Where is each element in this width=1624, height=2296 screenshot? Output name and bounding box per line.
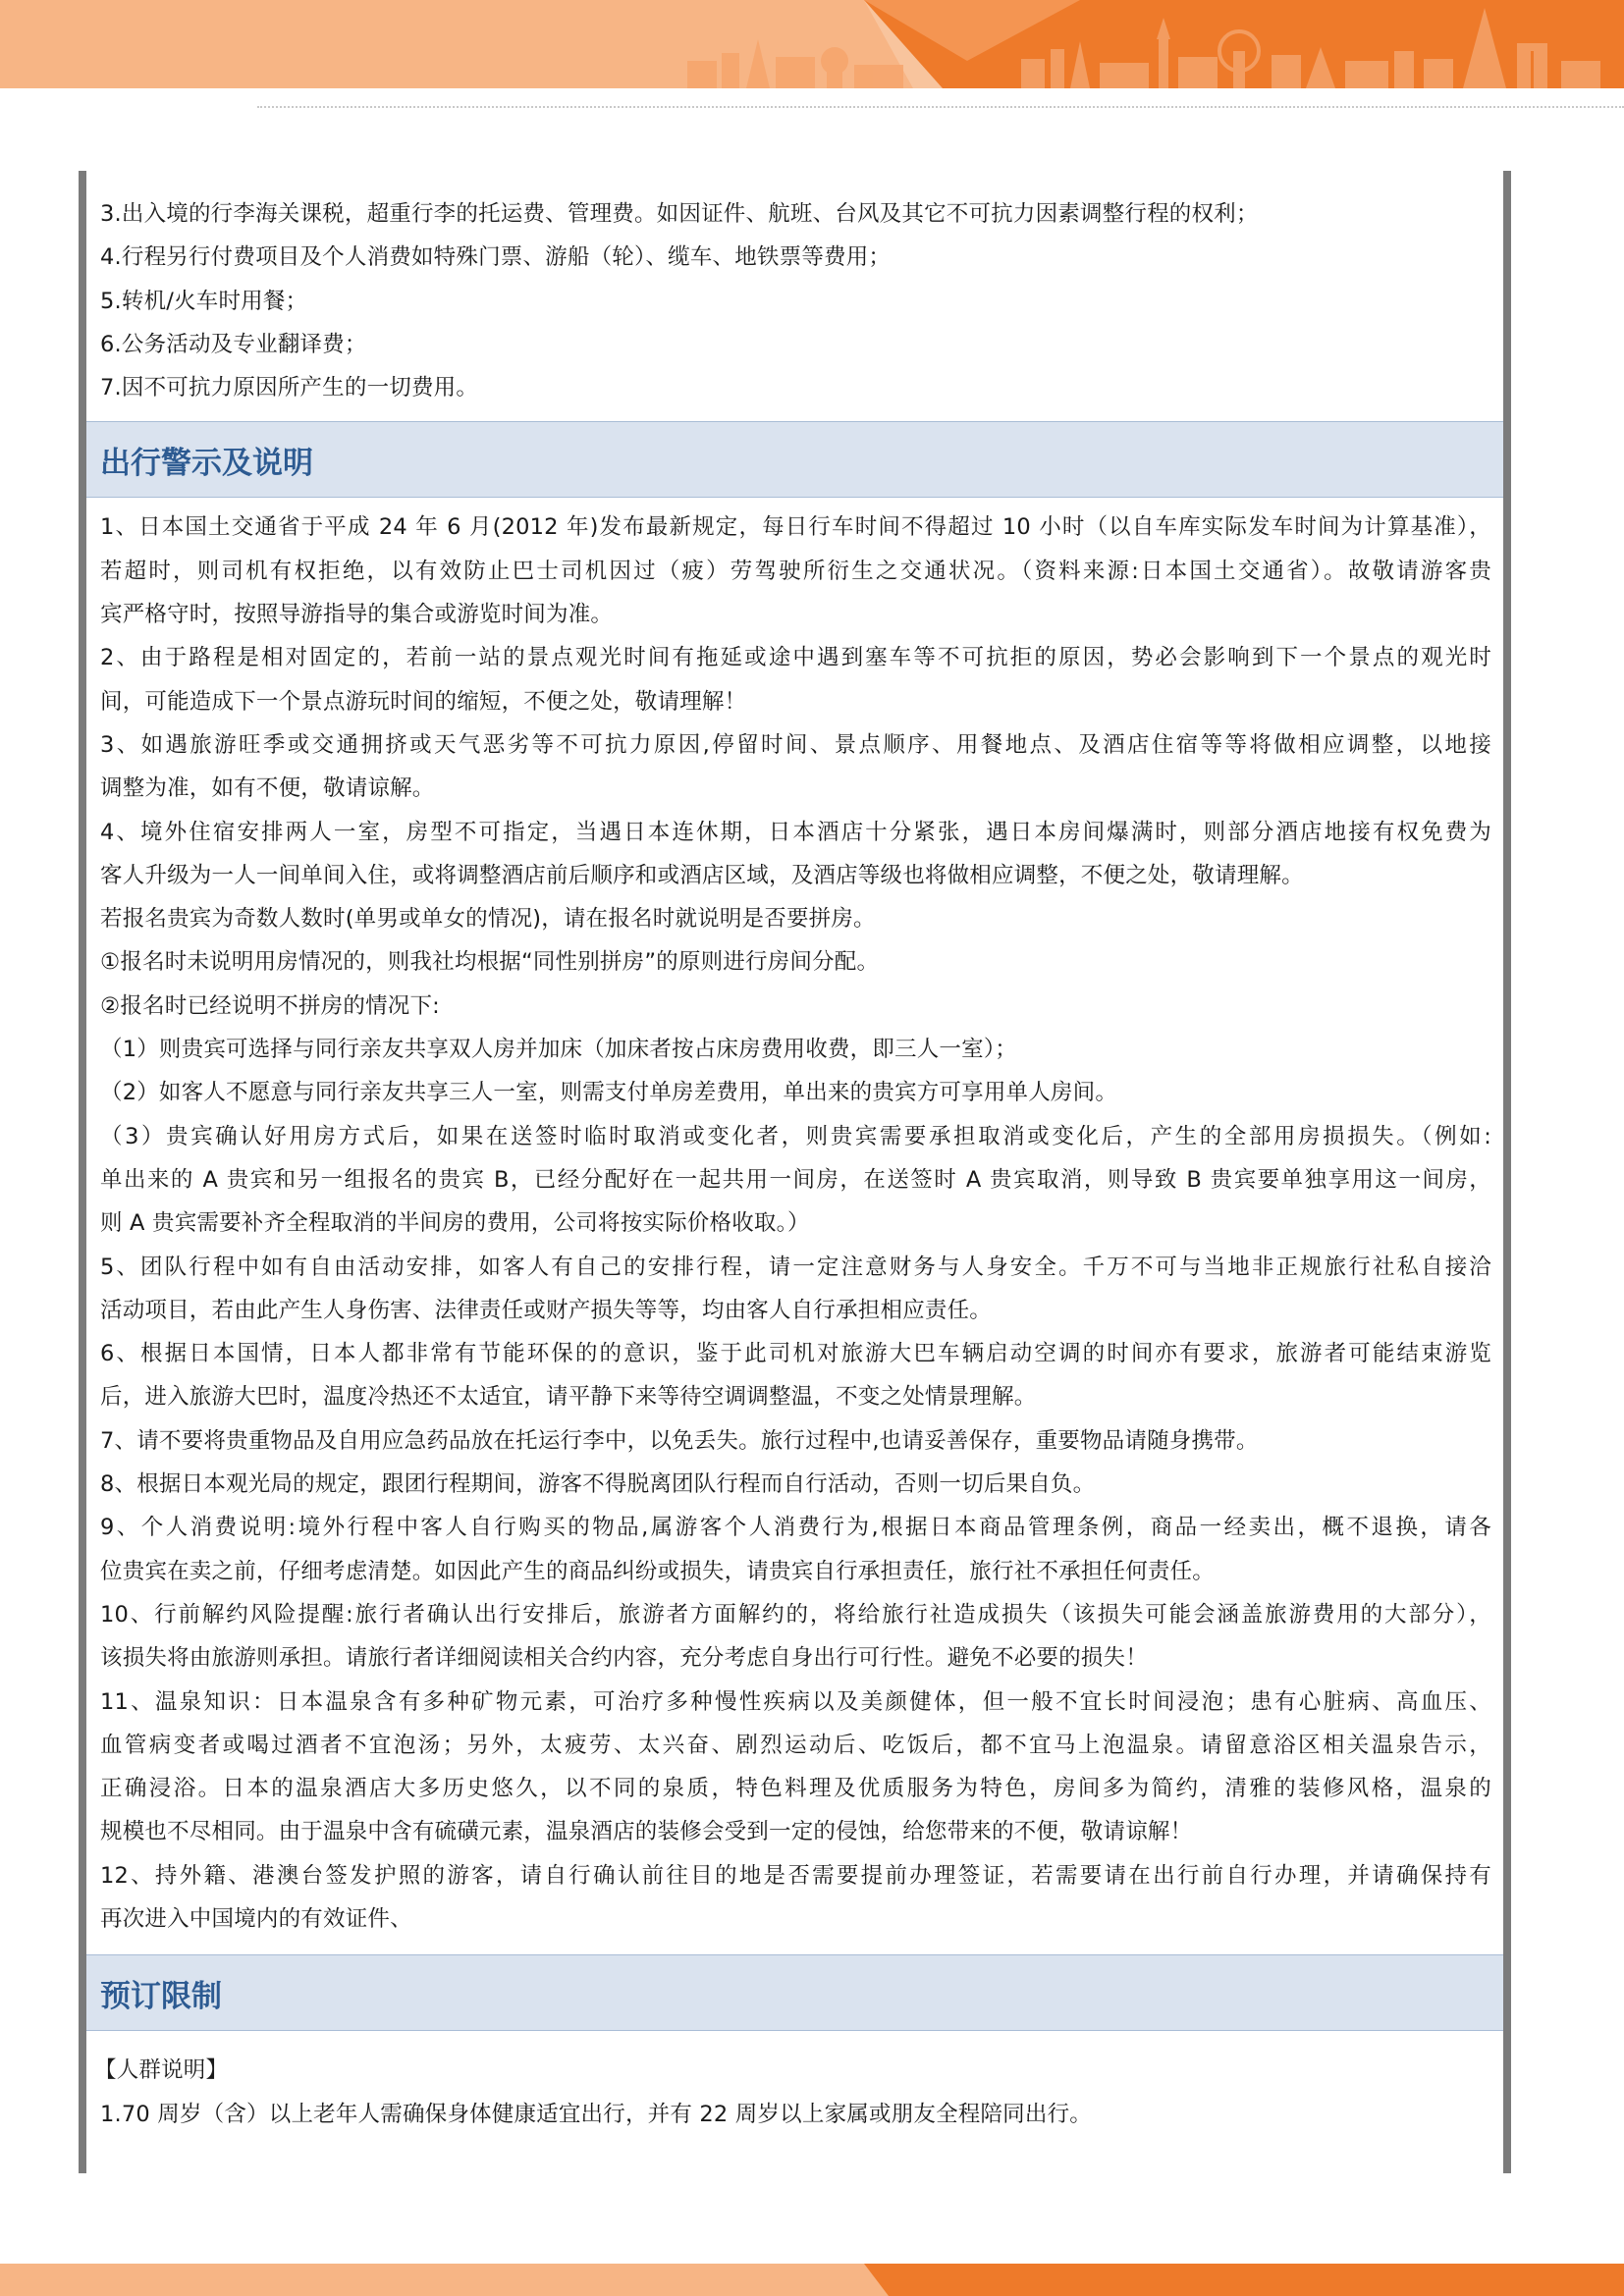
warning-line: （1）则贵宾可选择与同行亲友共享双人房并加床（加床者按占床房费用收费，即三人一室）；	[100, 1037, 1017, 1063]
warning-line: 8、根据日本观光局的规定，跟团行程期间，游客不得脱离团队行程而自行活动，否则一切后果自负。	[100, 1471, 1096, 1498]
bottom-banner	[0, 2264, 1624, 2296]
warning-line: 10、行前解约风险提醒:旅行者确认出行安排后，旅游者方面解约的，将给旅行社造成损失（该损失可能会涵盖旅游费用的大部分），	[100, 1601, 1491, 1628]
warning-line: 后，进入旅游大巴时，温度冷热还不太适宜，请平静下来等待空调调整温，不变之处情景理解。	[100, 1384, 1037, 1411]
warning-line: 7、请不要将贵重物品及自用应急药品放在托运行李中，以免丢失。旅行过程中,也请妥善保存，重要物品请随身携带。	[100, 1427, 1259, 1454]
warning-line: 则 A 贵宾需要补齐全程取消的半间房的费用，公司将按实际价格收取。）	[100, 1210, 810, 1237]
warning-line: 血管病变者或喝过酒者不宜泡汤；另外，太疲劳、太兴奋、剧烈运动后、吃饭后，都不宜马上泡温泉。请留意浴区相关温泉告示，	[100, 1732, 1491, 1758]
warning-line: 正确浸浴。日本的温泉酒店大多历史悠久，以不同的泉质，特色料理及优质服务为特色，房间多为简约，清雅的装修风格，温泉的	[100, 1776, 1491, 1802]
warning-line: 单出来的 A 贵宾和另一组报名的贵宾 B，已经分配好在一起共用一间房，在送签时 A 贵宾取消，则导致 B 贵宾要单独享用这一间房，	[100, 1166, 1491, 1193]
footer-stripe-graphic	[0, 2264, 1624, 2296]
booking-section-header	[86, 1954, 1503, 2031]
warning-line: ②报名时已经说明不拼房的情况下:	[100, 992, 440, 1019]
warning-line: 规模也不尽相同。由于温泉中含有硫磺元素，温泉酒店的装修会受到一定的侵蚀，给您带来的不便，敬请谅解！	[100, 1819, 1193, 1845]
warning-line: 该损失将由旅游则承担。请旅行者详细阅读相关合约内容，充分考虑自身出行可行性。避免不必要的损失！	[100, 1645, 1148, 1672]
warning-line: 11、温泉知识：日本温泉含有多种矿物元素，可治疗多种慢性疾病以及美颜健体，但一般不宜长时间浸泡；患有心脏病、高血压、	[100, 1688, 1491, 1715]
warning-line: 调整为准，如有不便，敬请谅解。	[100, 775, 435, 802]
fees-line: 3.出入境的行李海关课税，超重行李的托运费、管理费。如因证件、航班、台风及其它不可抗力因素调整行程的权利；	[100, 201, 1259, 227]
warning-line: 若报名贵宾为奇数人数时(单男或单女的情况)，请在报名时就说明是否要拼房。	[100, 906, 876, 933]
warnings-list	[86, 498, 1503, 1941]
fees-line: 6.公务活动及专业翻译费；	[100, 331, 367, 357]
header-dotted-rule	[257, 106, 1624, 108]
warning-line: 5、团队行程中如有自由活动安排，如客人有自己的安排行程，请一定注意财务与人身安全。千万不可与当地非正规旅行社私自接洽	[100, 1254, 1491, 1280]
fees-line: 5.转机/火车时用餐；	[100, 288, 308, 314]
warnings-section-title: 出行警示及说明	[100, 445, 313, 481]
warning-line: （2）如客人不愿意与同行亲友共享三人一室，则需支付单房差费用，单出来的贵宾方可享用单人房间。	[100, 1080, 1118, 1106]
warning-line: 宾严格守时，按照导游指导的集合或游览时间为准。	[100, 602, 614, 628]
warning-line: 若超时，则司机有权拒绝，以有效防止巴士司机因过（疲）劳驾驶所衍生之交通状况。（资料来源:日本国土交通省）。故敬请游客贵	[100, 558, 1491, 584]
warning-line: 客人升级为一人一间单间入住，或将调整酒店前后顺序和或酒店区域，及酒店等级也将做相应调整，不便之处，敬请理解。	[100, 862, 1304, 888]
warning-line: 12、持外籍、港澳台签发护照的游客，请自行确认前往目的地是否需要提前办理签证，若需要请在出行前自行办理，并请确保持有	[100, 1862, 1491, 1889]
warning-line: （3）贵宾确认好用房方式后，如果在送签时临时取消或变化者，则贵宾需要承担取消或变化后，产生的全部用房损损失。（例如:	[100, 1123, 1491, 1149]
warning-line: 2、由于路程是相对固定的，若前一站的景点观光时间有拖延或途中遇到塞车等不可抗拒的原因，势必会影响到下一个景点的观光时	[100, 645, 1491, 671]
warnings-section-header	[86, 421, 1503, 498]
fees-line: 7.因不可抗力原因所产生的一切费用。	[100, 375, 479, 401]
booking-section-title: 预订限制	[100, 1978, 222, 2014]
top-banner	[0, 0, 1624, 88]
warning-line: 再次进入中国境内的有效证件、	[100, 1905, 412, 1932]
warning-line: 9、个人消费说明:境外行程中客人自行购买的物品,属游客个人消费行为,根据日本商品管理条例，商品一经卖出，概不退换，请各	[100, 1515, 1491, 1541]
content-inner	[86, 171, 1503, 2136]
warning-line: ①报名时未说明用房情况的，则我社均根据“同性别拼房”的原则进行房间分配。	[100, 949, 880, 976]
warning-line: 4、境外住宿安排两人一室，房型不可指定，当遇日本连休期，日本酒店十分紧张，遇日本房间爆满时，则部分酒店地接有权免费为	[100, 819, 1491, 845]
warning-line: 位贵宾在卖之前，仔细考虑清楚。如因此产生的商品纠纷或损失，请贵宾自行承担责任，旅行社不承担任何责任。	[100, 1558, 1216, 1584]
warning-line: 6、根据日本国情，日本人都非常有节能环保的的意识，鉴于此司机对旅游大巴车辆启动空调的时间亦有要求，旅游者可能结束游览	[100, 1341, 1491, 1367]
booking-line: 【人群说明】	[94, 2057, 229, 2084]
warning-line: 1、日本国土交通省于平成 24 年 6 月(2012 年)发布最新规定，每日行车时间不得超过 10 小时（以自车库实际发车时间为计算基准），	[100, 514, 1491, 541]
fees-excluded-list	[86, 171, 1503, 409]
content-frame	[79, 171, 1511, 2173]
warning-line: 3、如遇旅游旺季或交通拥挤或天气恶劣等不可抗力原因,停留时间、景点顺序、用餐地点、及酒店住宿等等将做相应调整，以地接	[100, 731, 1491, 758]
booking-line: 1.70 周岁（含）以上老年人需确保身体健康适宜出行，并有 22 周岁以上家属或朋友全程陪同出行。	[100, 2101, 1092, 2127]
warning-line: 间，可能造成下一个景点游玩时间的缩短，不便之处，敬请理解！	[100, 688, 747, 715]
warning-line: 活动项目，若由此产生人身伤害、法律责任或财产损失等等，均由客人自行承担相应责任。	[100, 1297, 993, 1323]
fees-line: 4.行程另行付费项目及个人消费如特殊门票、游船（轮）、缆车、地铁票等费用；	[100, 244, 892, 271]
skyline-banner-graphic	[0, 0, 1624, 88]
booking-list	[86, 2031, 1503, 2136]
